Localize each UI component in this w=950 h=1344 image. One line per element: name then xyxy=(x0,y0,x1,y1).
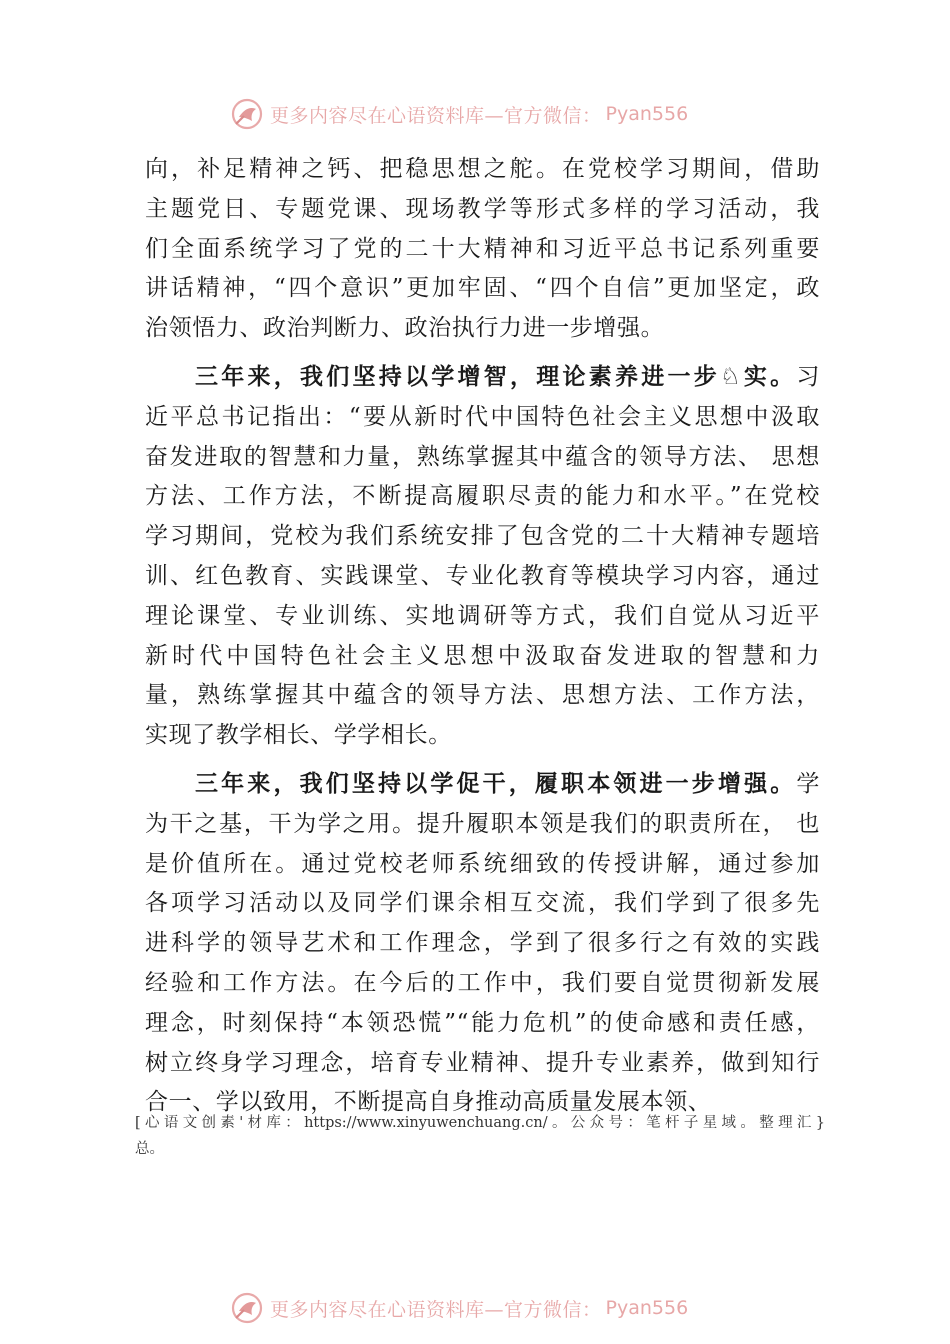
logo-icon xyxy=(230,1291,264,1325)
text-line: 新时代中国特色社会主义思想中汲取奋发进取的智慧和力 xyxy=(145,642,820,669)
text-line: 量，熟练掌握其中蕴含的领导方法、思想方法、工作方法， xyxy=(145,682,820,709)
text-line: 是价值所在。通过党校老师系统细致的传授讲解，通过参加 xyxy=(145,850,820,877)
banner-text: 更多内容尽在心语资料库—官方微信： xyxy=(270,1298,602,1321)
text-line: 为干之基，干为学之用。提升履职本领是我们的职责所在， 也 xyxy=(145,810,820,837)
text-line: 经验和工作方法。在今后的工作中，我们要自觉贯彻新发展 xyxy=(145,969,820,996)
text-line: 奋发进取的智慧和力量，熟练掌握其中蕴含的领导方法、 思想 xyxy=(145,443,820,470)
text-line: 合一、学以致用，不断提高自身推动高质量发展本领、 xyxy=(145,1089,712,1116)
logo-icon xyxy=(230,97,264,131)
text-line: 学习期间，党校为我们系统安排了包含党的二十大精神专题培 xyxy=(145,523,820,550)
text-line: 讲话精神，“四个意识”更加牢固、“四个自信”更加坚定，政 xyxy=(145,275,820,302)
text-line: 各项学习活动以及同学们课余相互交流，我们学到了很多先 xyxy=(145,890,820,917)
paragraph-lead-line xyxy=(145,765,820,805)
text-line: 理论课堂、专业训练、实地调研等方式，我们自觉从习近平 xyxy=(145,602,820,629)
document-body xyxy=(145,150,820,1123)
source-footnote xyxy=(135,1110,825,1162)
text-line: 理念，时刻保持“本领恐慌”“能力危机”的使命感和责任感， xyxy=(145,1009,820,1036)
paragraph-heading: 三年来，我们坚持以学增智，理论素养进一步♘实。 xyxy=(195,363,797,390)
footer-banner xyxy=(230,1290,750,1326)
header-banner xyxy=(230,96,750,132)
text-line: 进科学的领导艺术和工作理念，学到了很多行之有效的实践 xyxy=(145,930,820,957)
lead-rest: 学 xyxy=(796,770,820,797)
footnote-line: [心语文创素'材库：https://www.xinyuwenchuang.cn/。公众号：笔杆子星域。整理汇} xyxy=(135,1115,825,1131)
text-line: 向，补足精神之钙、把稳思想之舵。在党校学习期间，借助 xyxy=(145,156,820,182)
text-line: 训、红色教育、实践课堂、专业化教育等模块学习内容，通过 xyxy=(145,562,820,589)
paragraph-lead-line xyxy=(145,358,820,398)
text-line: 实现了教学相长、学学相长。 xyxy=(145,722,452,749)
banner-wechat-id: Pyan556 xyxy=(605,1297,689,1319)
banner-wechat-id: Pyan556 xyxy=(605,103,689,125)
text-line: 治领悟力、政治判断力、政治执行力进一步增强。 xyxy=(145,315,665,342)
text-line: 们全面系统学习了党的二十大精神和习近平总书记系列重要 xyxy=(145,235,820,262)
text-line: 近平总书记指出：“要从新时代中国特色社会主义思想中汲取 xyxy=(145,403,820,430)
paragraph-2 xyxy=(145,358,820,756)
text-line: 方法、工作方法，不断提高履职尽责的能力和水平。”在党校 xyxy=(145,483,820,510)
text-line: 树立终身学习理念，培育专业精神、提升专业素养，做到知行 xyxy=(145,1049,820,1076)
paragraph-3 xyxy=(145,765,820,1123)
lead-rest: 习 xyxy=(796,363,820,390)
text-line: 主题党日、专题党课、现场教学等形式多样的学习活动，我 xyxy=(145,195,820,222)
footnote-line: 总。 xyxy=(135,1141,164,1157)
paragraph-heading: 三年来，我们坚持以学促干，履职本领进一步增强。 xyxy=(195,770,797,797)
banner-text: 更多内容尽在心语资料库—官方微信： xyxy=(270,104,602,127)
paragraph-1 xyxy=(145,150,820,349)
